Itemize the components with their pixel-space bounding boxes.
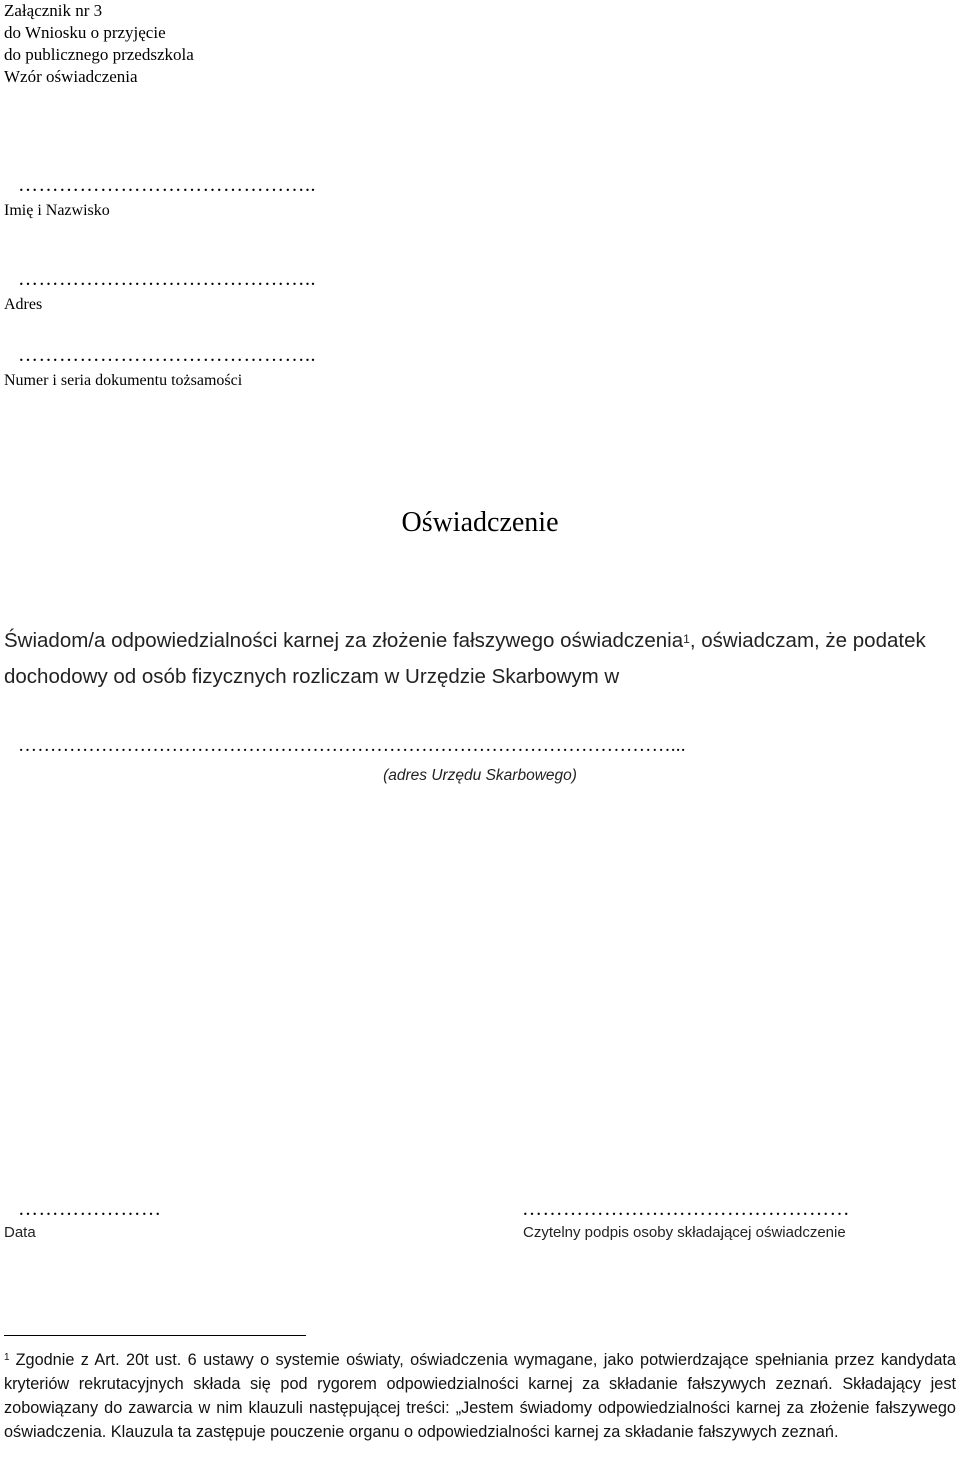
address-field-dots[interactable]: …………………………………….. — [18, 268, 316, 290]
attachment-number: Załącznik nr 3 — [4, 1, 103, 20]
statement-paragraph — [4, 623, 956, 695]
address-field-label: Adres — [4, 296, 43, 313]
date-field-label: Data — [4, 1224, 36, 1241]
footnote-separator — [4, 1335, 306, 1336]
footnote — [4, 1348, 956, 1444]
footnote-text: Zgodnie z Art. 20t ust. 6 ustawy o systemie oświaty, oświadczenia wymagane, jako potwierdzające spełniania przez kandydata kryteriów rekrutacyjnych składa się pod rygorem odpowiedzialności karnej za składanie fałszywych zeznań. Składający jest zobowiązany do zawarcia w nim klauzuli następującej treści: „Jestem świadomy odpowiedzialności karnej za złożenie fałszywego oświadczenia. Klauzula ta zastępuje pouczenie organu o odpowiedzialności karnej za składanie fałszywych zeznań. — [4, 1351, 956, 1441]
attachment-subtitle-2: do publicznego przedszkola — [4, 45, 194, 64]
name-field-label: Imię i Nazwisko — [4, 202, 110, 219]
footnote-marker: 1 — [4, 1352, 10, 1363]
tax-office-field-dots[interactable]: …………………………………………………………………………………………... — [18, 735, 686, 756]
statement-text-after: , oświadczam, że podatek dochodowy od osób fizycznych rozliczam w Urzędzie Skarbowym w — [4, 629, 926, 688]
footnote-reference: 1 — [683, 632, 690, 646]
template-label: Wzór oświadczenia — [4, 67, 138, 86]
tax-office-caption: (adres Urzędu Skarbowego) — [383, 767, 577, 784]
name-field-dots[interactable]: …………………………………….. — [18, 174, 316, 196]
document-field-label: Numer i seria dokumentu tożsamości — [4, 372, 243, 389]
attachment-subtitle-1: do Wniosku o przyjęcie — [4, 23, 166, 42]
statement-text-before: Świadom/a odpowiedzialności karnej za złożenie fałszywego oświadczenia — [4, 629, 684, 652]
date-field-dots[interactable]: ………………… — [18, 1198, 162, 1220]
signature-field-dots[interactable]: ………………………………………… — [522, 1198, 850, 1220]
page-title: Oświadczenie — [401, 507, 559, 538]
document-field-dots[interactable]: …………………………………….. — [18, 344, 316, 366]
signature-field-label: Czytelny podpis osoby składającej oświadczenie — [523, 1224, 846, 1241]
